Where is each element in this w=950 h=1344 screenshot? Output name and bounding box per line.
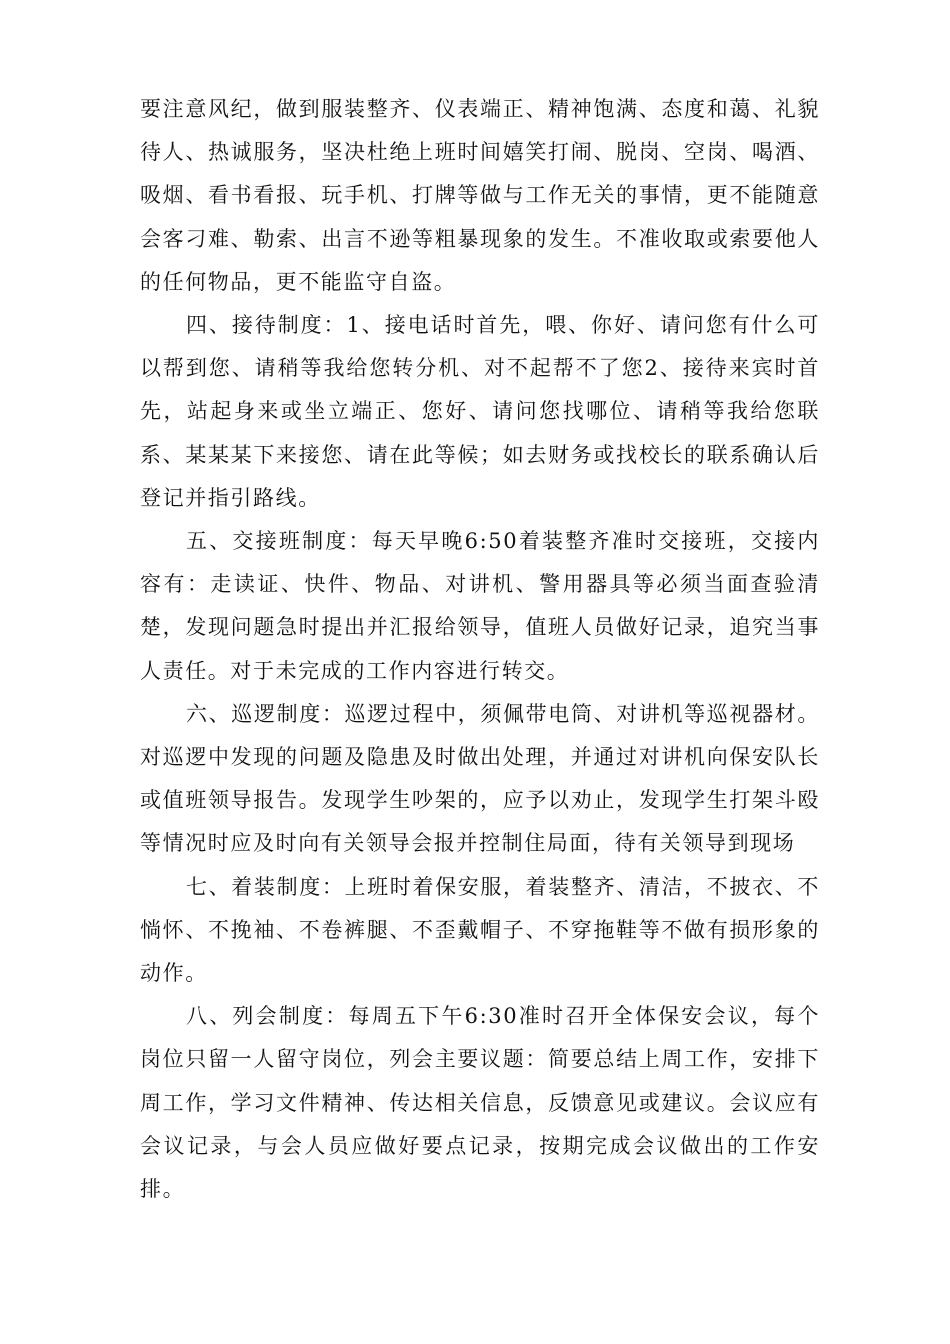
paragraph-continuation: 要注意风纪，做到服装整齐、仪表端正、精神饱满、态度和蔼、礼貌待人、热诚服务，坚决杜绝上班时间嬉笑打闹、脱岗、空岗、喝酒、吸烟、看书看报、玩手机、打牌等做与工作无关的事情，更不能随意会客刁难、勒索、出言不逊等粗暴现象的发生。不准收取或索要他人的任何物品，更不能监守自盗。 xyxy=(140,97,820,294)
document-body xyxy=(140,88,820,1211)
paragraph-shift-handover-policy: 五、交接班制度：每天早晚6:50着装整齐准时交接班，交接内容有：走读证、快件、物品、对讲机、警用器具等必须当面查验清楚，发现问题急时提出并汇报给领导，值班人员做好记录，追究当事人责任。对于未完成的工作内容进行转交。 xyxy=(140,529,820,683)
paragraph-meeting-policy: 八、列会制度：每周五下午6:30准时召开全体保安会议，每个岗位只留一人留守岗位，列会主要议题：简要总结上周工作，安排下周工作，学习文件精神、传达相关信息，反馈意见或建议。会议应有会议记录，与会人员应做好要点记录，按期完成会议做出的工作安排。 xyxy=(140,1004,820,1202)
paragraph-dress-policy: 七、着装制度：上班时着保安服，着装整齐、清洁，不披衣、不惝怀、不挽袖、不卷裤腿、不歪戴帽子、不穿拖鞋等不做有损形象的动作。 xyxy=(140,874,820,986)
paragraph-patrol-policy: 六、巡逻制度：巡逻过程中，须佩带电筒、对讲机等巡视器材。对巡逻中发现的问题及隐患及时做出处理，并通过对讲机向保安队长或值班领导报告。发现学生吵架的，应予以劝止，发现学生打架斗殴等情况时应及时向有关领导会报并控制住局面，待有关领导到现场 xyxy=(140,701,820,856)
paragraph-reception-policy: 四、接待制度：1、接电话时首先，喂、你好、请问您有什么可以帮到您、请稍等我给您转分机、对不起帮不了您2、接待来宾时首先，站起身来或坐立端正、您好、请问您找哪位、请稍等我给您联系、某某某下来接您、请在此等候；如去财务或找校长的联系确认后登记并指引路线。 xyxy=(140,313,820,510)
